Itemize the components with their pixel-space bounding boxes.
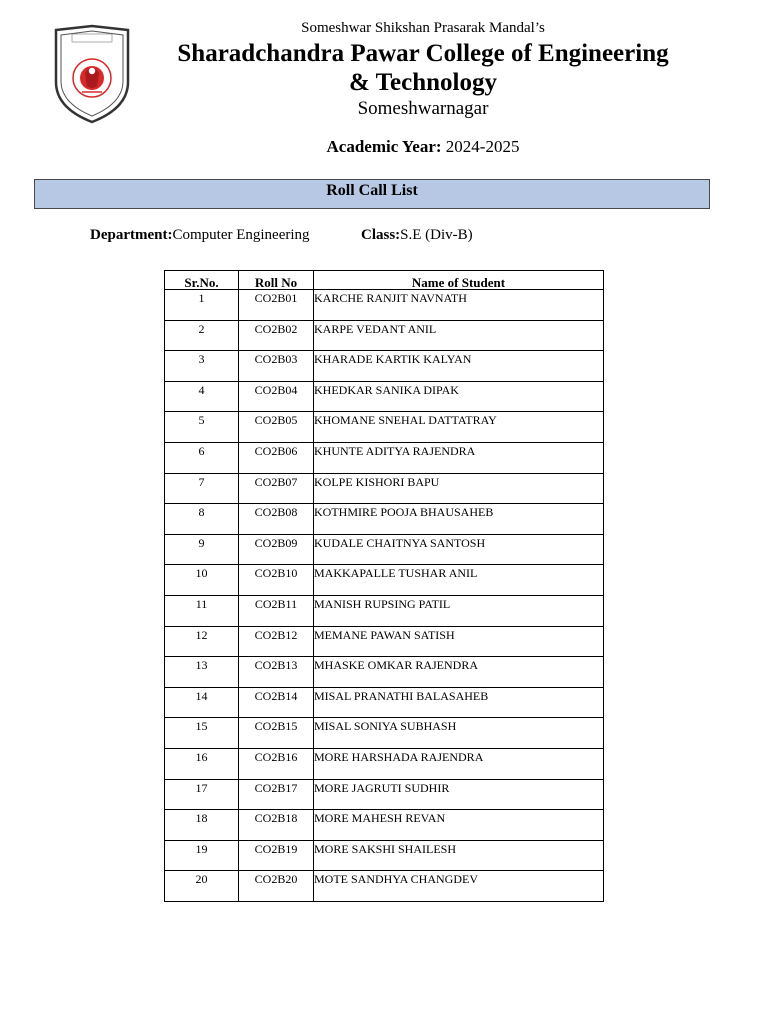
sr-no-cell: 13 xyxy=(165,657,239,688)
sr-no-cell: 14 xyxy=(165,687,239,718)
class-label: Class: xyxy=(361,227,401,243)
student-name-cell: MORE JAGRUTI SUDHIR xyxy=(314,779,604,810)
sr-no-cell: 10 xyxy=(165,565,239,596)
student-name-cell: MISAL PRANATHI BALASAHEB xyxy=(314,687,604,718)
sr-no-cell: 5 xyxy=(165,412,239,443)
sr-no-cell: 20 xyxy=(165,871,239,902)
roll-call-banner: Roll Call List xyxy=(34,179,710,209)
student-name-cell: KARPE VEDANT ANIL xyxy=(314,320,604,351)
roll-no-cell: CO2B09 xyxy=(239,534,314,565)
table-row xyxy=(165,840,604,871)
student-name-cell: MISAL SONIYA SUBHASH xyxy=(314,718,604,749)
table-row xyxy=(165,871,604,902)
table-row xyxy=(165,534,604,565)
roll-no-cell: CO2B15 xyxy=(239,718,314,749)
roll-no-cell: CO2B08 xyxy=(239,504,314,535)
roll-no-cell: CO2B06 xyxy=(239,442,314,473)
student-name-cell: KOLPE KISHORI BAPU xyxy=(314,473,604,504)
table-row xyxy=(165,626,604,657)
sr-no-cell: 17 xyxy=(165,779,239,810)
sr-no-cell: 4 xyxy=(165,381,239,412)
student-name-cell: KUDALE CHAITNYA SANTOSH xyxy=(314,534,604,565)
sr-no-cell: 8 xyxy=(165,504,239,535)
table-row xyxy=(165,351,604,382)
sr-no-cell: 19 xyxy=(165,840,239,871)
sr-no-cell: 1 xyxy=(165,290,239,321)
sr-no-cell: 15 xyxy=(165,718,239,749)
table-row xyxy=(165,504,604,535)
sr-no-cell: 16 xyxy=(165,748,239,779)
student-name-cell: MHASKE OMKAR RAJENDRA xyxy=(314,657,604,688)
table-row xyxy=(165,779,604,810)
roll-no-cell: CO2B11 xyxy=(239,595,314,626)
mandal-name: Someshwar Shikshan Prasarak Mandal’s xyxy=(301,20,545,36)
roll-no-cell: CO2B16 xyxy=(239,748,314,779)
roll-no-cell: CO2B07 xyxy=(239,473,314,504)
table-row xyxy=(165,320,604,351)
class-value: S.E (Div-B) xyxy=(400,227,473,243)
table-header-row xyxy=(165,271,604,290)
class-info xyxy=(361,227,473,244)
college-name-line2: & Technology xyxy=(349,69,497,96)
sr-no-cell: 7 xyxy=(165,473,239,504)
header-sr-no: Sr.No. xyxy=(165,271,239,290)
student-name-cell: MORE SAKSHI SHAILESH xyxy=(314,840,604,871)
table-row xyxy=(165,657,604,688)
roll-no-cell: CO2B04 xyxy=(239,381,314,412)
roll-no-cell: CO2B02 xyxy=(239,320,314,351)
roll-no-cell: CO2B01 xyxy=(239,290,314,321)
table-row xyxy=(165,442,604,473)
table-row xyxy=(165,565,604,596)
roll-no-cell: CO2B14 xyxy=(239,687,314,718)
roll-no-cell: CO2B03 xyxy=(239,351,314,382)
student-name-cell: MORE HARSHADA RAJENDRA xyxy=(314,748,604,779)
sr-no-cell: 6 xyxy=(165,442,239,473)
table-row xyxy=(165,412,604,443)
roll-no-cell: CO2B17 xyxy=(239,779,314,810)
student-name-cell: MANISH RUPSING PATIL xyxy=(314,595,604,626)
roll-call-table xyxy=(164,270,604,902)
student-name-cell: MORE MAHESH REVAN xyxy=(314,810,604,841)
roll-no-cell: CO2B13 xyxy=(239,657,314,688)
academic-year-label: Academic Year: xyxy=(326,137,442,156)
sr-no-cell: 3 xyxy=(165,351,239,382)
student-name-cell: MAKKAPALLE TUSHAR ANIL xyxy=(314,565,604,596)
header-student-name: Name of Student xyxy=(314,271,604,290)
roll-no-cell: CO2B20 xyxy=(239,871,314,902)
student-name-cell: MEMANE PAWAN SATISH xyxy=(314,626,604,657)
roll-call-table-body xyxy=(165,290,604,902)
student-name-cell: KARCHE RANJIT NAVNATH xyxy=(314,290,604,321)
college-place: Someshwarnagar xyxy=(357,98,489,119)
table-row xyxy=(165,290,604,321)
table-row xyxy=(165,473,604,504)
roll-no-cell: CO2B18 xyxy=(239,810,314,841)
sr-no-cell: 11 xyxy=(165,595,239,626)
college-name-line1: Sharadchandra Pawar College of Engineering xyxy=(177,40,669,67)
department-label: Department: xyxy=(90,227,173,243)
table-row xyxy=(165,810,604,841)
table-row xyxy=(165,687,604,718)
roll-no-cell: CO2B19 xyxy=(239,840,314,871)
student-name-cell: MOTE SANDHYA CHANGDEV xyxy=(314,871,604,902)
sr-no-cell: 2 xyxy=(165,320,239,351)
student-name-cell: KHOMANE SNEHAL DATTATRAY xyxy=(314,412,604,443)
sr-no-cell: 9 xyxy=(165,534,239,565)
sr-no-cell: 12 xyxy=(165,626,239,657)
student-name-cell: KHEDKAR SANIKA DIPAK xyxy=(314,381,604,412)
academic-year-value: 2024-2025 xyxy=(445,137,520,156)
academic-year xyxy=(0,137,768,157)
student-name-cell: KHARADE KARTIK KALYAN xyxy=(314,351,604,382)
student-name-cell: KOTHMIRE POOJA BHAUSAHEB xyxy=(314,504,604,535)
student-name-cell: KHUNTE ADITYA RAJENDRA xyxy=(314,442,604,473)
header-roll-no: Roll No xyxy=(239,271,314,290)
sr-no-cell: 18 xyxy=(165,810,239,841)
roll-no-cell: CO2B12 xyxy=(239,626,314,657)
table-row xyxy=(165,748,604,779)
table-row xyxy=(165,718,604,749)
table-row xyxy=(165,381,604,412)
roll-no-cell: CO2B10 xyxy=(239,565,314,596)
table-row xyxy=(165,595,604,626)
department-info xyxy=(90,227,310,244)
department-value: Computer Engineering xyxy=(172,227,310,243)
roll-no-cell: CO2B05 xyxy=(239,412,314,443)
